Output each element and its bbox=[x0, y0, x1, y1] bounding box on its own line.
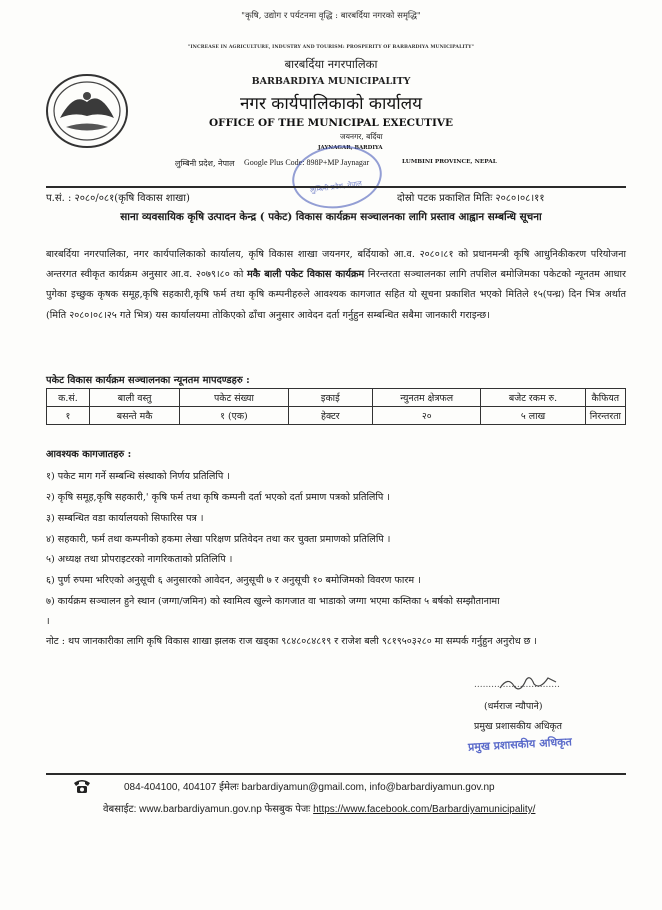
website-label: वेबसाईट: www.barbardiyamun.gov.np फेसबुक पेजः bbox=[103, 804, 311, 815]
address-nepali: जयनगर, बर्दिया bbox=[340, 132, 383, 141]
col-crop: बाली वस्तु bbox=[89, 389, 179, 407]
list-item: ७) कार्यक्रम सञ्चालन हुने स्थान (जग्गा/जमिन) को स्वामित्व खुल्ने कागजात वा भाडाको जग्गा भएमा कम्तिका ५ बर्षको सम्झौतानामा bbox=[46, 596, 500, 607]
facebook-link[interactable]: https://www.facebook.com/Barbardiyamunicipality/ bbox=[313, 804, 536, 815]
col-unit: इकाई bbox=[288, 389, 372, 407]
telephone-icon bbox=[72, 778, 92, 794]
list-item: ५) अध्यक्ष तथा प्रोपराइटरको नागरिकताको प्रतिलिपि । bbox=[46, 554, 233, 565]
municipality-name-english: BARBARDIYA MUNICIPALITY bbox=[251, 76, 411, 87]
body-part-1: बारबर्दिया नगरपालिका, नगर कार्यपालिकाको कार्यालय, कृषि विकास शाखा जयनगर, बर्दियाको आ.व. २०८०।८१ को प्रधानमन्त्री कृषि आधुनिकीकरण परियोजना अन्तरगत स्वीकृत कार्यक्रम अनुसार आ.व. २०७९।८० को bbox=[46, 249, 626, 281]
office-name-english: OFFICE OF THE MUNICIPAL EXECUTIVE bbox=[208, 117, 454, 129]
col-budget: बजेट रकम रु. bbox=[481, 389, 585, 407]
office-seal-stamp bbox=[288, 140, 386, 214]
list-item: ३) सम्बन्धित वडा कार्यालयको सिफारिस पत्र । bbox=[46, 513, 204, 524]
reference-number: प.सं. : २०८०/०८१(कृषि विकास शाखा) bbox=[46, 193, 190, 204]
footer-divider bbox=[46, 773, 626, 775]
list-item: ४) सहकारी, फर्म तथा कम्पनीको हकमा लेखा परिक्षण प्रतिवेदन तथा कर चुक्ता प्रमाणको प्रतिलिपि । bbox=[46, 534, 391, 545]
cell-unit: हेक्टर bbox=[288, 407, 372, 425]
cell-budget: ५ लाख bbox=[481, 407, 585, 425]
cell-pocket-count: १ (एक) bbox=[180, 407, 288, 425]
col-remarks: कैफियत bbox=[585, 389, 625, 407]
address-english: JAYNAGAR, BARDIYA bbox=[318, 145, 383, 151]
body-part-2: निरन्तरता सञ्चालनका लागि तपशिल बमोजिमका पकेटको न्यूनतम आधार पुगेका इच्छुक कृषक समूह,कृषि सहकारी,कृषि फर्म तथा कृषि कम्पनीहरुले आवश्यक कागजात सहित यो सूचना प्रकाशित भएको मितिले १५(पन्ध्र) दिन भित्र अर्थात (मिति २०८०।०८।२५ गते भित्र) यस कार्यालयमा तोकिएको ढाँचा अनुसार आवेदन दर्ता गर्नुहुन सम्बन्धित सबैमा जानकारी गराइन्छ। bbox=[46, 269, 626, 321]
signature-line: .............................. bbox=[474, 680, 560, 690]
list-item: १) पकेट माग गर्ने सम्बन्धि संस्थाको निर्णय प्रतिलिपि । bbox=[46, 471, 231, 482]
notice-subject: साना व्यवसायिक कृषि उत्पादन केन्द्र ( पकेट) विकास कार्यक्रम सञ्चालनका लागि प्रस्ताव आह्वान सम्बन्धि सूचना bbox=[120, 211, 542, 223]
col-min-area: न्युनतम क्षेत्रफल bbox=[373, 389, 481, 407]
publish-date: दोस्रो पटक प्रकाशित मितिः २०८०।०८।११ bbox=[397, 193, 545, 204]
criteria-title: पकेट विकास कार्यक्रम सञ्चालनका न्यूनतम मापदण्डहरु : bbox=[46, 375, 250, 386]
cell-crop: बसन्ते मकै bbox=[89, 407, 179, 425]
footer-website bbox=[103, 801, 535, 815]
province-english: LUMBINI PROVINCE, NEPAL bbox=[402, 159, 497, 165]
body-bold-program: मकै बाली पकेट विकास कार्यक्रम bbox=[247, 269, 365, 281]
notice-body bbox=[46, 245, 626, 326]
footer-contact: 084-404100, 404107 ईमेलः barbardiyamun@gmail.com, info@barbardiyamun.gov.np bbox=[124, 782, 495, 793]
municipality-name-nepali: बारबर्दिया नगरपालिका bbox=[284, 57, 378, 71]
signatory-name: (धर्मराज न्यौपाने) bbox=[484, 701, 543, 712]
documents-title: आवश्यक कागजातहरु : bbox=[46, 449, 132, 460]
slogan-english: "INCREASE IN AGRICULTURE, INDUSTRY AND TOURISM: PROSPERITY OF BARBARDIYA MUNICIPALITY" bbox=[187, 45, 475, 50]
list-item: । bbox=[46, 616, 50, 627]
header-divider bbox=[46, 186, 626, 188]
signatory-stamp: प्रमुख प्रशासकीय अधिकृत bbox=[467, 735, 573, 754]
signatory-title: प्रमुख प्रशासकीय अधिकृत bbox=[474, 721, 563, 732]
cell-remarks: निरन्तरता bbox=[585, 407, 625, 425]
office-name-nepali: नगर कार्यपालिकाको कार्यालय bbox=[239, 94, 423, 114]
contact-note: नोट : थप जानकारीका लागि कृषि विकास शाखा झलक राज खड्का ९८४८०८४८१९ र राजेश बली ९८१९५०३२८० मा सम्पर्क गर्नुहुन अनुरोध छ । bbox=[46, 636, 538, 647]
cell-min-area: २० bbox=[373, 407, 481, 425]
province-nepali: लुम्बिनी प्रदेश, नेपाल bbox=[175, 159, 235, 168]
slogan-nepali: "कृषि, उद्योग र पर्यटनमा वृद्धि : बारबर्दिया नगरको समृद्धि" bbox=[241, 11, 421, 21]
list-item: ६) पुर्ण रुपमा भरिएको अनुसूची ६ अनुसारको आवेदन, अनुसूची ७ र अनुसूची १० बमोजिमको विवरण फारम । bbox=[46, 575, 421, 586]
cell-serial: १ bbox=[47, 407, 90, 425]
col-serial: क.सं. bbox=[47, 389, 90, 407]
table-row bbox=[47, 407, 626, 425]
google-plus-code: Google Plus Code: 898P+MP Jaynagar bbox=[244, 158, 370, 167]
col-pocket-count: पकेट संख्या bbox=[180, 389, 288, 407]
list-item: २) कृषि समूह,कृषि सहकारी,' कृषि फर्म तथा कृषि कम्पनी दर्ता भएको दर्ता प्रमाण पत्रको प्रतिलिपि । bbox=[46, 492, 391, 503]
criteria-header-row bbox=[47, 389, 626, 407]
criteria-table bbox=[46, 388, 626, 425]
